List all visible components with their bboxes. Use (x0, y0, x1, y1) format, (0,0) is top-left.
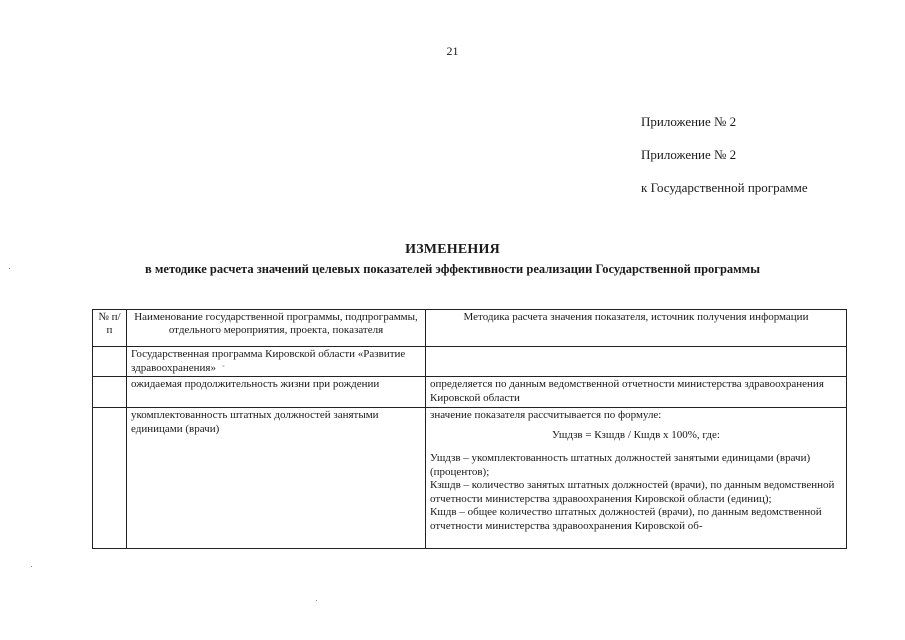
cell-method: определяется по данным ведомственной отчетности министерства здравоохранения Кировской области (426, 377, 847, 408)
header-method: Методика расчета значения показателя, источник получения информации (426, 310, 847, 347)
program-name: Государственная программа Кировской области «Развитие здравоохранения» (131, 348, 406, 374)
appendix-label-1: Приложение № 2 (641, 114, 737, 129)
appendix-label-2: Приложение № 2 (641, 147, 737, 162)
definition-item: Кшдв – общее количество штатных должностей (врачи), по данным ведомственной отчетности министерства здравоохранения Кировской об- (430, 506, 822, 532)
scan-speck (31, 566, 32, 567)
scan-speck (316, 600, 317, 601)
document-subtitle: в методике расчета значений целевых показателей эффективности реализации Государственной программы (145, 262, 760, 276)
table-row (93, 408, 847, 549)
cell-name (127, 347, 426, 377)
cell-number (93, 347, 127, 377)
formula: Ушдзв = Кзшдв / Кшдв х 100%, где: (552, 428, 720, 441)
cell-name: укомплектованность штатных должностей занятыми единицами (врачи) (127, 408, 426, 549)
definition-item: Кзшдв – количество занятых штатных должностей (врачи), по данным ведомственной отчетности министерства здравоохранения Кировской области (единиц); (430, 479, 835, 505)
table-row (93, 347, 847, 377)
table-header-row (93, 310, 847, 347)
page-number: 21 (446, 44, 459, 58)
appendix-reference: к Государственной программе (641, 180, 808, 195)
scan-speck (9, 268, 10, 269)
header-name: Наименование государственной программы, подпрограммы, отдельного мероприятия, проекта, показателя (127, 310, 426, 347)
cell-name: ожидаемая продолжительность жизни при рождении (127, 377, 426, 408)
method-intro: значение показателя рассчитывается по формуле: (430, 409, 662, 421)
cell-number (93, 377, 127, 408)
cell-method (426, 408, 847, 549)
scan-mark: ˜ (221, 363, 225, 373)
cell-method (426, 347, 847, 377)
definition-item: Ушдзв – укомплектованность штатных должностей занятыми единицами (врачи) (процентов); (430, 452, 811, 478)
table-row (93, 377, 847, 408)
cell-number (93, 408, 127, 549)
document-title: ИЗМЕНЕНИЯ (405, 242, 500, 257)
header-number: № п/п (93, 310, 127, 347)
indicators-table (92, 309, 847, 549)
